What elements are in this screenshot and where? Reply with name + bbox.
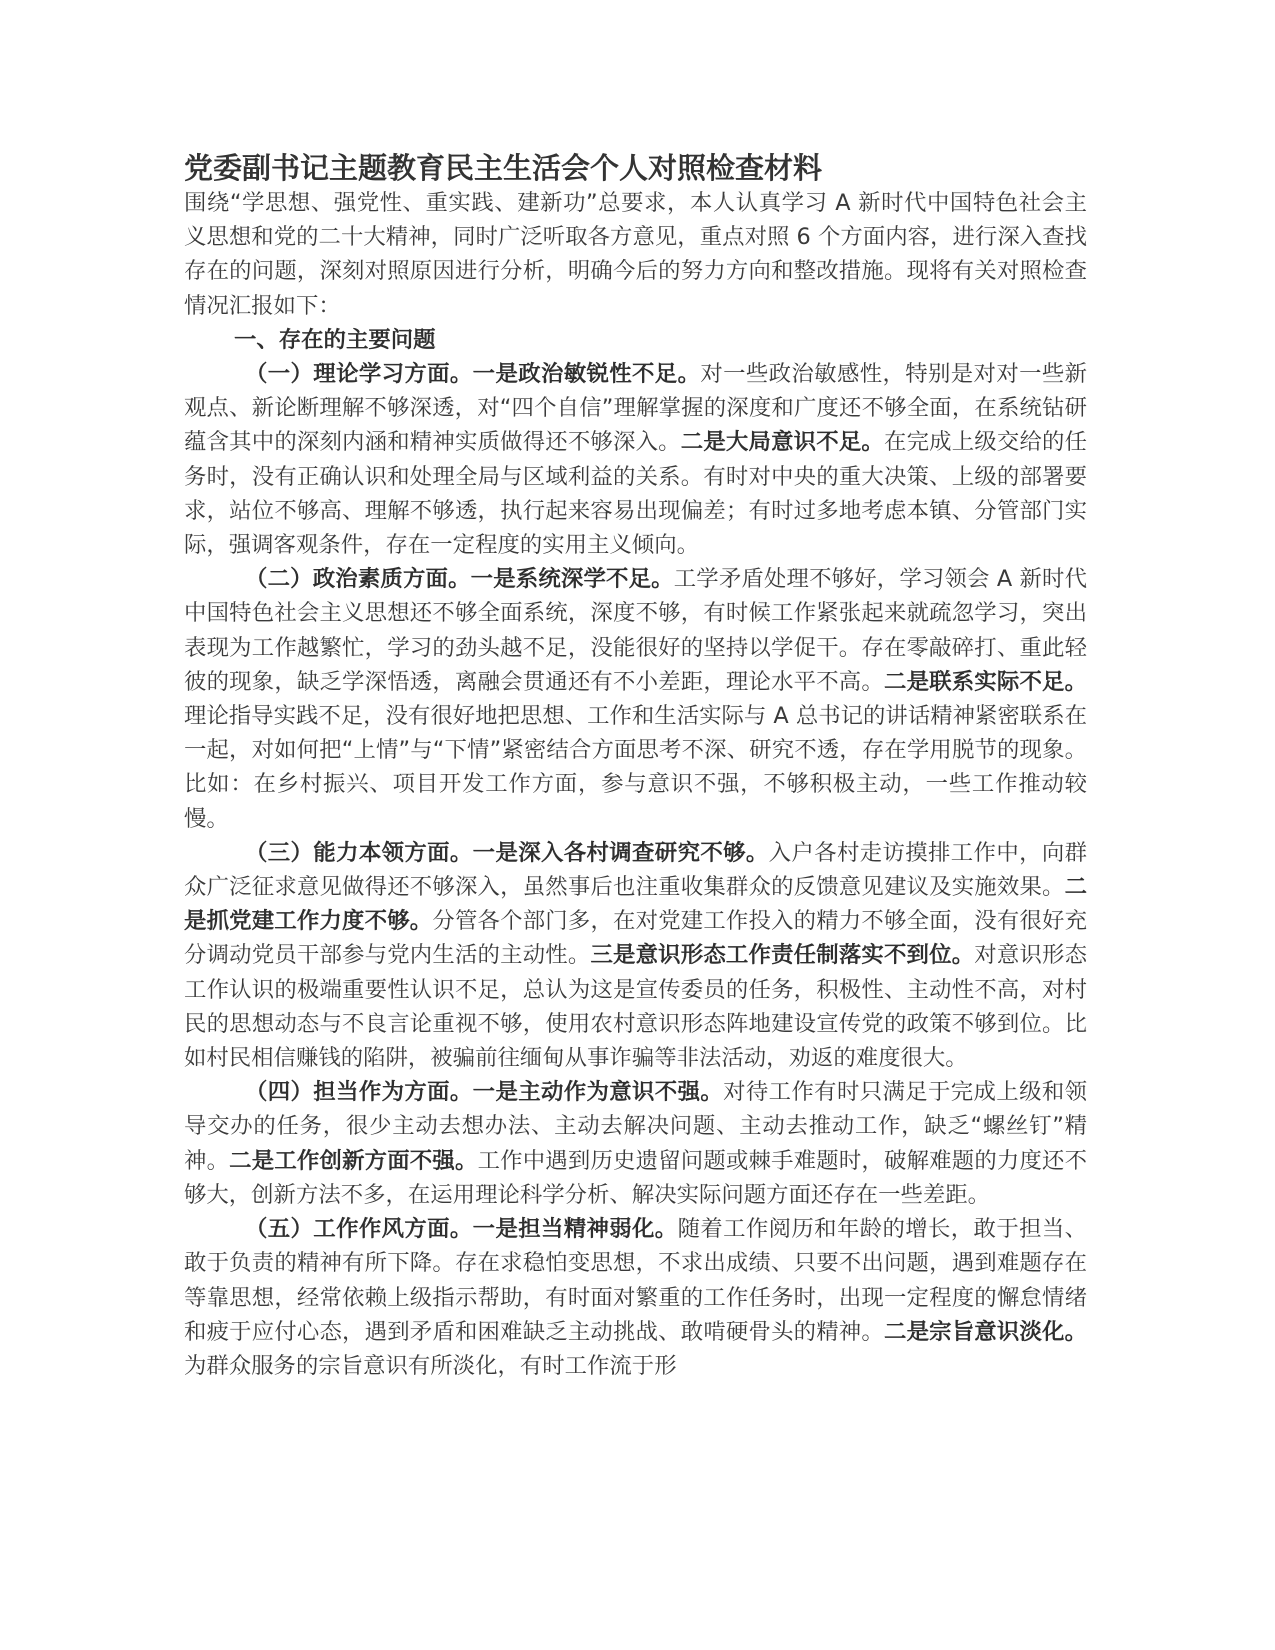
point-text: 分管各个部门多，在对党建工作投入的精力不够全面，没有很好充分调动党员干部参与党内生活的主动性。 <box>184 908 1088 969</box>
subsection-heading: （四）担当作为方面。 <box>245 1079 473 1106</box>
point-text: 对待工作有时只满足于完成上级和领导交办的任务，很少主动去想办法、主动去解决问题、主动去推动工作，缺乏“螺丝钉”精神。 <box>184 1079 1088 1174</box>
paragraph-responsibility <box>184 1075 1087 1212</box>
section-heading: 一、存在的主要问题 <box>234 326 436 353</box>
intro-paragraph: 围绕“学思想、强党性、重实践、建新功”总要求，本人认真学习 A 新时代中国特色社会主义思想和党的二十大精神，同时广泛听取各方意见，重点对照 6 个方面内容，进行深入查找存在的问题，深刻对照原因进行分析，明确今后的努力方向和整改措施。现将有关对照检查情况汇报如下： <box>184 190 1087 319</box>
point-text: 为群众服务的宗旨意识有所淡化，有时工作流于形 <box>184 1352 677 1379</box>
subsection-heading: （二）政治素质方面。 <box>245 566 471 593</box>
point-lead: 一是系统深学不足。 <box>470 566 674 593</box>
subsection-heading: （三）能力本领方面。 <box>245 839 473 866</box>
paragraph-political-quality <box>184 562 1087 836</box>
paragraph-work-style <box>184 1212 1087 1383</box>
subsection-heading: （一）理论学习方面。 <box>245 361 473 388</box>
document-body <box>184 150 1087 1383</box>
point-lead: 一是深入各村调查研究不够。 <box>472 839 769 866</box>
point-lead: 二是工作创新方面不强。 <box>229 1147 478 1174</box>
document-title: 党委副书记主题教育民主生活会个人对照检查材料 <box>184 151 823 185</box>
point-lead: 一是主动作为意识不强。 <box>472 1079 724 1106</box>
paragraph-ability <box>184 836 1087 1075</box>
point-text: 对意识形态工作认识的极端重要性认识不足，总认为这是宣传委员的任务，积极性、主动性不高，对村民的思想动态与不良言论重视不够，使用农村意识形态阵地建设宣传党的政策不够到位。比如村民相信赚钱的陷阱，被骗前往缅甸从事诈骗等非法活动，劝返的难度很大。 <box>184 942 1088 1072</box>
point-lead: 二是宗旨意识淡化。 <box>883 1318 1088 1345</box>
point-text: 入户各村走访摸排工作中，向群众广泛征求意见做得还不够深入，虽然事后也注重收集群众的反馈意见建议及实施效果。 <box>184 839 1088 901</box>
point-lead: 一是担当精神弱化。 <box>472 1216 678 1243</box>
point-text: 工作中遇到历史遗留问题或棘手难题时，破解难题的力度还不够大，创新方法不多，在运用理论科学分析、解决实际问题方面还存在一些差距。 <box>184 1147 1088 1208</box>
point-lead: 三是意识形态工作责任制落实不到位。 <box>590 942 975 969</box>
point-lead: 二是大局意识不足。 <box>680 429 884 456</box>
point-text: 对一些政治敏感性，特别是对对一些新观点、新论断理解不够深透，对“四个自信”理解掌握的深度和广度还不够全面，在系统钻研蕴含其中的深刻内涵和精神实质做得还不够深入。 <box>184 361 1088 456</box>
paragraph-theory-study <box>184 357 1087 562</box>
point-text: 工学矛盾处理不够好，学习领会 A 新时代中国特色社会主义思想还不够全面系统，深度不够，有时候工作紧张起来就疏忽学习，突出表现为工作越繁忙，学习的劲头越不足，没能很好的坚持以学促干。存在零敲碎打、重此轻彼的现象，缺乏学深悟透，离融会贯通还有不小差距，理论水平不高。 <box>184 566 1088 695</box>
point-lead: 二是联系实际不足。 <box>883 668 1088 695</box>
point-text: 随着工作阅历和年龄的增长，敢于担当、敢于负责的精神有所下降。存在求稳怕变思想，不求出成绩、只要不出问题，遇到难题存在等靠思想，经常依赖上级指示帮助，有时面对繁重的工作任务时，出现一定程度的懈怠情绪和疲于应付心态，遇到矛盾和困难缺乏主动挑战、敢啃硬骨头的精神。 <box>184 1216 1088 1345</box>
point-text: 理论指导实践不足，没有很好地把思想、工作和生活实际与 A 总书记的讲话精神紧密联系在一起，对如何把“上情”与“下情”紧密结合方面思考不深、研究不透，存在学用脱节的现象。比如：在乡村振兴、项目开发工作方面，参与意识不强，不够积极主动，一些工作推动较慢。 <box>184 703 1087 832</box>
point-lead: 一是政治敏锐性不足。 <box>472 361 701 388</box>
point-text: 在完成上级交给的任务时，没有正确认识和处理全局与区域利益的关系。有时对中央的重大决策、上级的部署要求，站位不够高、理解不够透，执行起来容易出现偏差；有时过多地考虑本镇、分管部门实际，强调客观条件，存在一定程度的实用主义倾向。 <box>184 429 1088 559</box>
point-lead: 二是抓党建工作力度不够。 <box>184 874 1087 935</box>
subsection-heading: （五）工作作风方面。 <box>245 1216 473 1243</box>
